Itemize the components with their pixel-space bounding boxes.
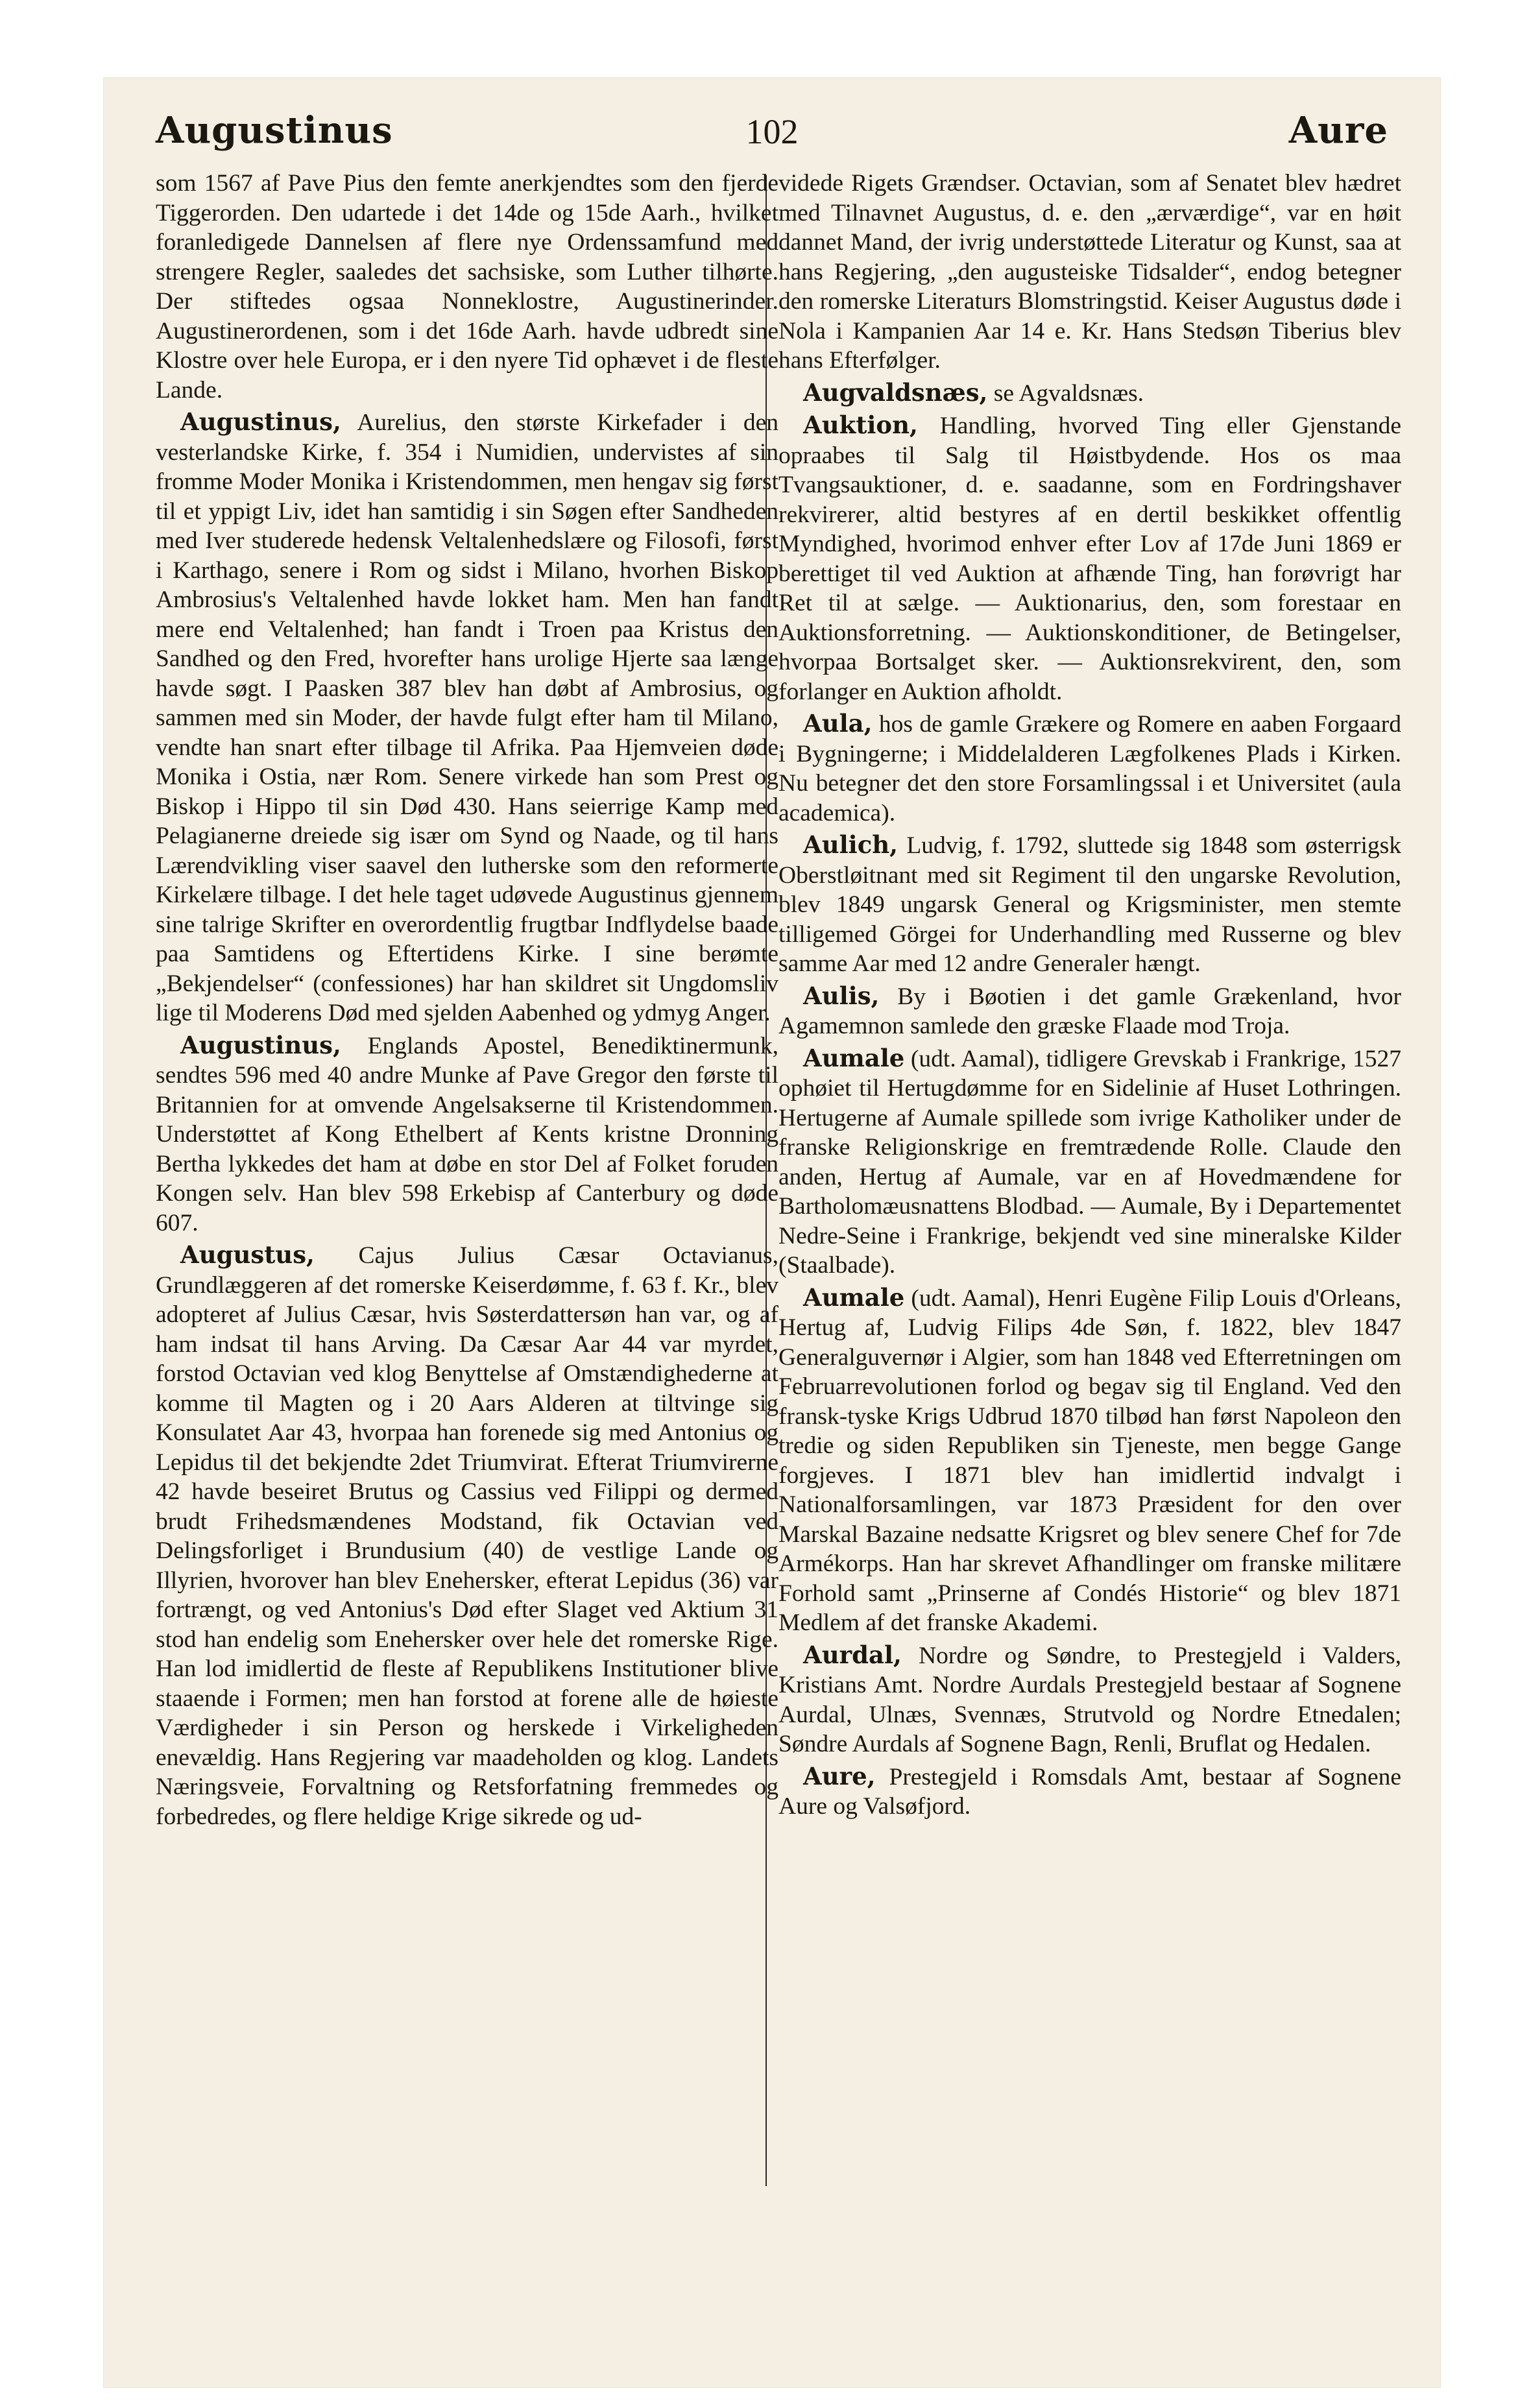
entry-headword: Aurdal,	[803, 1640, 902, 1669]
entry-headword: Aulis,	[803, 981, 880, 1010]
entry-text: Handling, hvorved Ting eller Gjenstande opraabes til Salg til Høistbydende. Hos os maa Tvangsauktioner, d. e. saadanne, som en Fordringshaver rekvirerer, altid bestyres af en dertil beskikket offentlig Myndighed, hvorimod enhver efter Lov af 17de Juni 1869 er berettiget til ved Auktion at afhænde Ting, han forøvrigt har Ret til at sælge. — Auktionarius, den, som forestaar en Auktionsforretning. — Auktionskonditioner, de Betingelser, hvorpaa Bortsalget sker. — Auktionsrekvirent, den, som forlanger en Auktion afholdt.	[778, 413, 1401, 705]
entry	[778, 1283, 1401, 1638]
entry-headword: Augvaldsnæs,	[803, 378, 988, 407]
dictionary-page	[104, 78, 1440, 2387]
entry	[778, 411, 1401, 706]
entry-text: Nordre og Søndre, to Prestegjeld i Valders, Kristians Amt. Nordre Aurdals Prestegjeld bestaar af Sognene Aurdal, Ulnæs, Svennæs, Strutvold og Nordre Etnedalen; Søndre Aurdals af Sognene Bagn, Renli, Bruflat og Hedalen.	[778, 1642, 1401, 1757]
entry	[156, 1240, 778, 1831]
entry-text: Aurelius, den største Kirkefader i den vesterlandske Kirke, f. 354 i Numidien, undervistes af sin fromme Moder Monika i Kristendommen, men hengav sig først til et yppigt Liv, idet han samtidig i sin Søgen efter Sandheden med Iver studerede hedensk Veltalenhedslære og Filosofi, først i Karthago, senere i Rom og sidst i Milano, hvorhen Biskop Ambrosius's Veltalenhed havde lokket ham. Men han fandt mere end Veltalenhed; han fandt i Troen paa Kristus den Sandhed og den Fred, hvorefter hans urolige Hjerte saa længe havde søgt. I Paasken 387 blev han døbt af Ambrosius, og sammen med sin Moder, der havde fulgt efter ham til Milano, vendte han snart efter tilbage til Afrika. Paa Hjemveien døde Monika i Ostia, nær Rom. Senere virkede han som Prest og Biskop i Hippo til sin Død 430. Hans seierrige Kamp med Pelagianerne dreiede sig især om Synd og Naade, og til hans Lærendvikling viser saavel den lutherske som den reformerte Kirkelære tilbage. I det hele taget udøvede Augustinus gjennem sine talrige Skrifter en overordentlig frugtbar Indflydelse baade paa Samtidens og Eftertidens Kirke. I sine berømte „Bekjendelser“ (confessiones) har han skildret sit Ungdomsliv lige til Moderens Død med sjelden Aabenhed og ydmyg Anger.	[156, 409, 778, 1026]
entry-headword: Augustinus,	[180, 407, 341, 436]
entry	[156, 407, 778, 1028]
right-column	[778, 169, 1401, 1824]
left-running-head: Augustinus	[156, 109, 393, 152]
entry-text: se Agvaldsnæs.	[993, 379, 1144, 407]
entry	[778, 169, 1401, 376]
entry-headword: Aumale	[803, 1043, 905, 1072]
entry-headword: Augustinus,	[180, 1030, 341, 1059]
entry-text: Englands Apostel, Benediktinermunk, sendtes 596 med 40 andre Munke af Pave Gregor den første til Britannien for at omvende Angelsakserne til Kristendommen. Understøttet af Kong Ethelbert af Kents kristne Dronning Bertha lykkedes det ham at døbe en stor Del af Folket foruden Kongen selv. Han blev 598 Erkebisp af Canterbury og døde 607.	[156, 1032, 778, 1236]
entry-text: (udt. Aamal), tidligere Grevskab i Frankrige, 1527 ophøiet til Hertugdømme for en Sidelinie af Huset Lothringen. Hertugerne af Aumale spillede som ivrige Katholiker under de franske Religionskrige en fremtrædende Rolle. Claude den anden, Hertug af Aumale, var en af Hovedmændene for Bartholomæusnattens Blodbad. — Aumale, By i Departementet Nedre-Seine i Frankrige, bekjendt ved sine mineralske Kilder (Staalbade).	[778, 1045, 1401, 1279]
entry	[156, 1031, 778, 1238]
entry-text: Prestegjeld i Romsdals Amt, bestaar af Sognene Aure og Valsøfjord.	[778, 1763, 1401, 1820]
entry	[778, 1044, 1401, 1281]
entry-text: hos de gamle Grækere og Romere en aaben Forgaard i Bygningerne; i Middelalderen Lægfolkenes Plads i Kirken. Nu betegner det den store Forsamlingssal i et Universitet (aula academica).	[778, 711, 1401, 826]
entry	[156, 169, 778, 405]
left-column	[156, 169, 778, 1834]
entry-headword: Aulich,	[803, 830, 898, 859]
entry-text: By i Bøotien i det gamle Grækenland, hvor Agamemnon samlede den græske Flaade mod Troja.	[778, 983, 1401, 1039]
page-header	[156, 97, 1388, 169]
right-running-head: Aure	[1288, 109, 1388, 152]
entry-headword: Auktion,	[803, 411, 918, 439]
entry-text: Cajus Julius Cæsar Octavianus, Grundlæggeren af det romerske Keiserdømme, f. 63 f. Kr., blev adopteret af Julius Cæsar, hvis Søsterdattersøn han var, og af ham indsat til hans Arving. Da Cæsar Aar 44 var myrdet, forstod Octavian ved klog Benyttelse af Omstændighederne at komme til Magten og i 20 Aars Alderen at tiltvinge sig Konsulatet Aar 43, hvorpaa han forenede sig med Antonius og Lepidus til det bekjendte 2det Triumvirat. Efterat Triumvirerne 42 havde beseiret Brutus og Cassius ved Filippi og dermed brudt Frihedsmændenes Modstand, fik Octavian ved Delingsforliget i Brundusium (40) de vestlige Lande og Illyrien, hvorover han blev Enehersker, efterat Lepidus (36) var fortrængt, og ved Antonius's Død efter Slaget ved Aktium 31 stod han endelig som Enehersker over hele det romerske Rige. Han lod imidlertid de fleste af Republikens Institutioner blive staaende i Formen; men han forstod at forene alle de høieste Værdigheder i sin Person og herskede i Virkeligheden enevældig. Hans Regjering var maadeholden og klog. Landets Næringsveie, Forvaltning og Retsforfatning fremmedes og forbedredes, og flere heldige Krige sikrede og ud-	[156, 1242, 778, 1830]
entry	[778, 1641, 1401, 1759]
entry	[778, 830, 1401, 979]
entry-text: som 1567 af Pave Pius den femte anerkjendtes som den fjerde Tiggerorden. Den udartede i det 14de og 15de Aarh., hvilket foranledigede Dannelsen af flere nye Ordenssamfund med strengere Regler, saaledes det sachsiske, som Luther tilhørte. Der stiftedes ogsaa Nonneklostre, Augustinerinder. Augustinerordenen, som i det 16de Aarh. havde udbredt sine Klostre over hele Europa, er i den nyere Tid ophævet i de fleste Lande.	[156, 170, 778, 403]
entry-headword: Augustus,	[180, 1240, 315, 1269]
entry-text: Ludvig, f. 1792, sluttede sig 1848 som østerrigsk Oberstløitnant med sit Regiment til den ungarske Revolution, blev 1849 ungarsk General og Krigsminister, men stemte tilligemed Görgei for Underhandling med Russerne og blev samme Aar med 12 andre Generaler hængt.	[778, 832, 1401, 977]
entry-text: (udt. Aamal), Henri Eugène Filip Louis d'Orleans, Hertug af, Ludvig Filips 4de Søn, f. 1822, blev 1847 Generalguvernør i Algier, som han 1848 ved Efterretningen om Februarrevolutionen forlod og begav sig til England. Ved den fransk-tyske Krigs Udbrud 1870 tilbød han først Napoleon den tredie og siden Republiken sin Tjeneste, men begge Gange forgjeves. I 1871 blev han imidlertid indvalgt i Nationalforsamlingen, var 1873 Præsident for den over Marskal Bazaine nedsatte Krigsret og blev senere Chef for 7de Armékorps. Han har skrevet Afhandlinger om franske militære Forhold samt „Prinserne af Condés Historie“ og blev 1871 Medlem af det franske Akademi.	[778, 1284, 1401, 1636]
entry-text: videde Rigets Grændser. Octavian, som af Senatet blev hædret med Tilnavnet Augustus, d. e. den „ærværdige“, var en høit dannet Mand, der ivrig understøttede Literatur og Kunst, saa at hans Regjering, „den augusteiske Tidsalder“, endog betegner den romerske Literaturs Blomstringstid. Keiser Augustus døde i Nola i Kampanien Aar 14 e. Kr. Hans Stedsøn Tiberius blev hans Efterfølger.	[778, 170, 1401, 374]
entry	[778, 709, 1401, 828]
entry-headword: Aula,	[803, 709, 873, 738]
entry	[778, 1762, 1401, 1822]
entry	[778, 378, 1401, 409]
entry	[778, 981, 1401, 1041]
page-number: 102	[745, 112, 799, 151]
entry-headword: Aumale	[803, 1282, 905, 1312]
entry-headword: Aure,	[803, 1761, 876, 1790]
